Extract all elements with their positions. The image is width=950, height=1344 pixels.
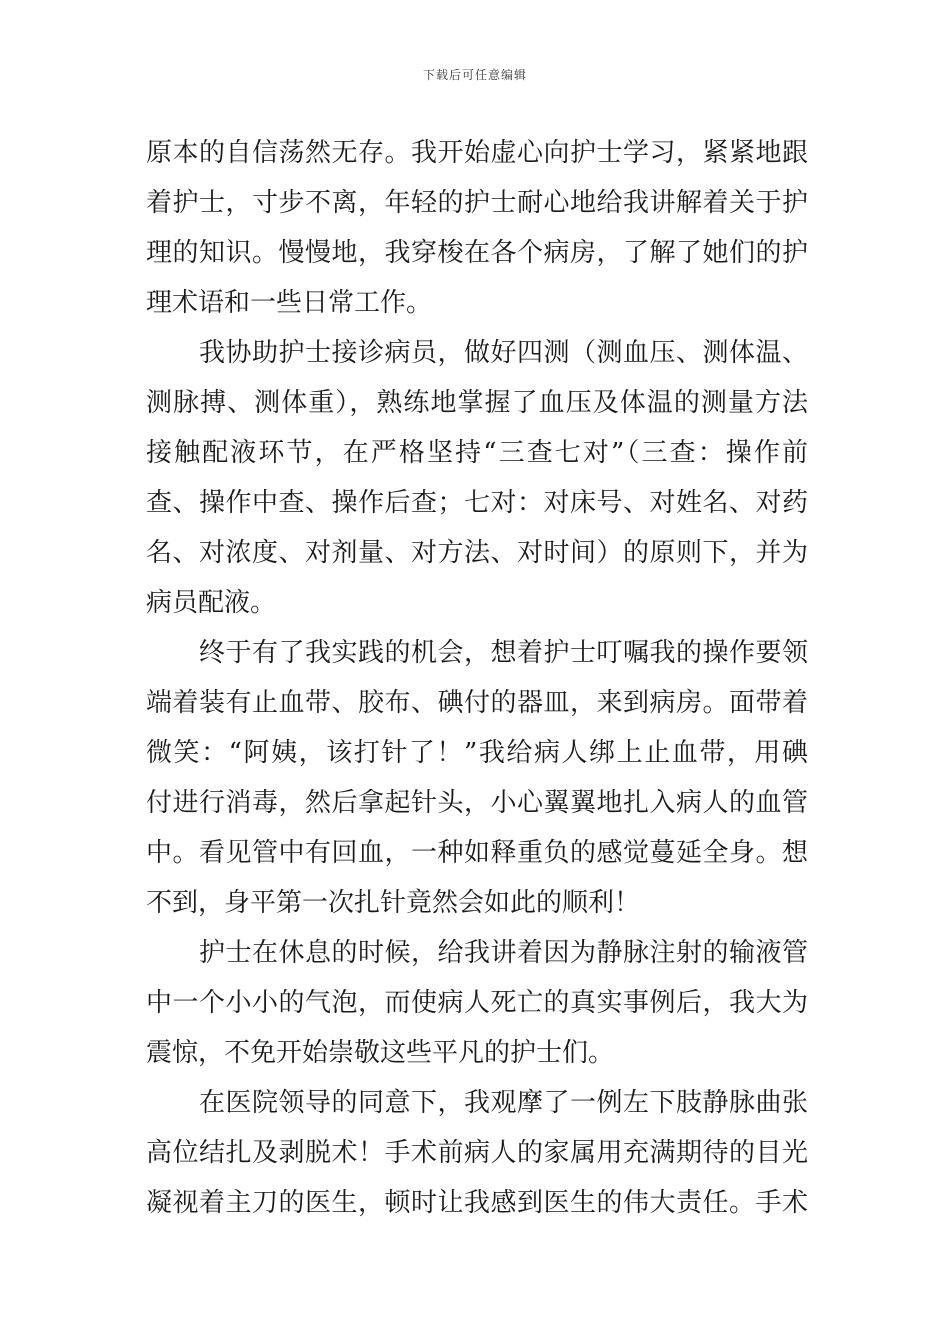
text-line: 查、操作中查、操作后查；七对：对床号、对姓名、对药 <box>146 488 808 518</box>
text-line: 端着装有止血带、胶布、碘付的器皿，来到病房。面带着 <box>146 688 808 718</box>
text-line: 微笑：“阿姨，该打针了！”我给病人绑上止血带，用碘 <box>146 738 808 768</box>
text-line: 中一个小小的气泡，而使病人死亡的真实事例后，我大为 <box>146 988 808 1018</box>
text-line: 震惊，不免开始崇敬这些平凡的护士们。 <box>146 1038 615 1068</box>
text-line: 接触配液环节，在严格坚持“三查七对”（三查：操作前 <box>146 438 808 468</box>
text-line: 理的知识。慢慢地，我穿梭在各个病房，了解了她们的护 <box>146 238 808 268</box>
document-body <box>146 128 808 1228</box>
text-line: 着护士，寸步不离，年轻的护士耐心地给我讲解着关于护 <box>146 188 808 218</box>
text-line: 高位结扎及剥脱术！手术前病人的家属用充满期待的目光 <box>146 1138 808 1168</box>
text-line: 付进行消毒，然后拿起针头，小心翼翼地扎入病人的血管 <box>146 788 808 818</box>
text-line: 我协助护士接诊病员，做好四测（测血压、测体温、 <box>146 338 808 368</box>
text-line: 名、对浓度、对剂量、对方法、对时间）的原则下，并为 <box>146 538 808 568</box>
text-line: 护士在休息的时候，给我讲着因为静脉注射的输液管 <box>146 938 808 968</box>
text-line: 原本的自信荡然无存。我开始虚心向护士学习，紧紧地跟 <box>146 138 808 168</box>
text-line: 在医院领导的同意下，我观摩了一例左下肢静脉曲张 <box>146 1088 808 1118</box>
text-line: 凝视着主刀的医生，顿时让我感到医生的伟大责任。手术 <box>146 1188 808 1218</box>
header-note: 下载后可任意编辑 <box>422 68 527 82</box>
text-line: 测脉搏、测体重），熟练地掌握了血压及体温的测量方法 <box>146 388 808 418</box>
text-line: 病员配液。 <box>146 588 277 618</box>
text-line: 终于有了我实践的机会，想着护士叮嘱我的操作要领 <box>146 638 808 668</box>
text-line: 理术语和一些日常工作。 <box>146 288 433 318</box>
text-line: 不到，身平第一次扎针竟然会如此的顺利！ <box>146 888 641 918</box>
text-line: 中。看见管中有回血，一种如释重负的感觉蔓延全身。想 <box>146 838 808 868</box>
